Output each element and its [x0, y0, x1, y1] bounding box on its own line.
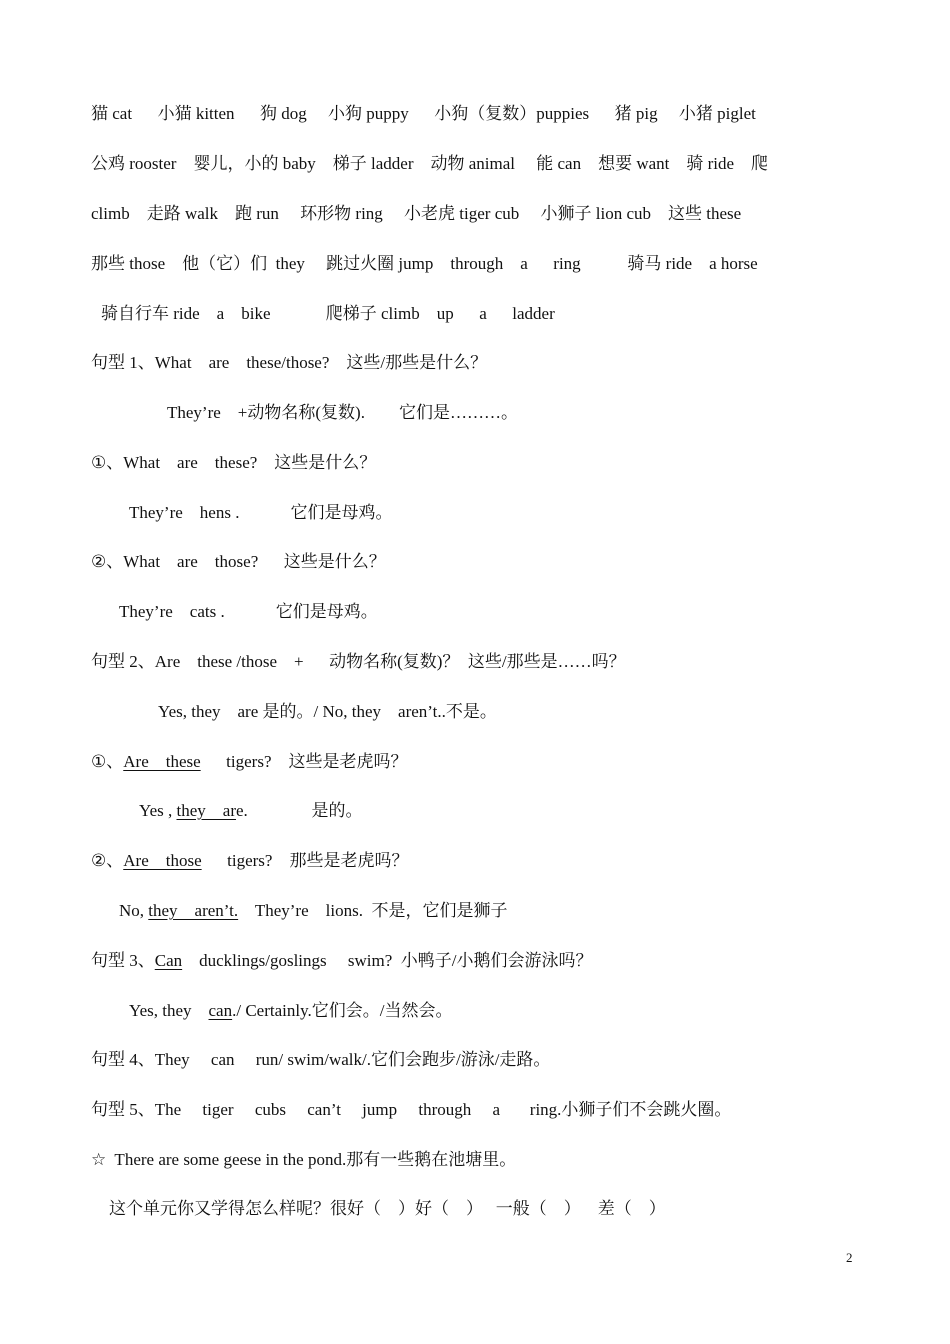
pattern-2-example-1-answer-underlined: they ar [176, 801, 236, 820]
pattern-2-example-2-underlined: Are those [123, 851, 202, 870]
pattern-2-example-1-rest: tigers? 这些是老虎吗？ [200, 752, 408, 771]
vocab-line-4: 那些 those 他（它）们 they 跳过火圈 jump through a ring 骑马 ride a horse [91, 254, 758, 273]
vocab-line-3: climb 走路 walk 跑 run 环形物 ring 小老虎 tiger cub 小狮子 lion cub 这些 these [91, 204, 742, 223]
pattern-1-example-1-question: ①、What are these? 这些是什么？ [91, 453, 377, 472]
pattern-3-answer-underlined: can [208, 1001, 233, 1020]
pattern-3-answer [129, 999, 868, 1023]
pattern-2-example-2-question [91, 849, 868, 873]
pattern-2-example-1-question [91, 750, 868, 774]
pattern-2-formula: Yes, they are 是的。/ No, they aren’t..不是。 [158, 702, 497, 721]
pattern-3-question [91, 949, 868, 973]
pattern-3-answer-end: ./ Certainly.它们会。/当然会。 [232, 1001, 453, 1020]
pattern-2-example-2-answer [119, 899, 868, 923]
pattern-1-formula: They’re +动物名称(复数). 它们是………。 [167, 403, 518, 422]
pattern-2-example-2-answer-end: They’re lions. 不是，它们是狮子 [238, 901, 508, 920]
pattern-2-example-2-answer-start: No, [119, 901, 149, 920]
pattern-3-underlined: Can [154, 951, 183, 970]
pattern-5: 句型 5、The tiger cubs can’t jump through a ring.小狮子们不会跳火圈。 [91, 1100, 732, 1119]
page-number: 2 [846, 1250, 853, 1265]
pattern-2-example-2-rest: tigers? 那些是老虎吗？ [201, 851, 409, 870]
vocab-line-2: 公鸡 rooster 婴儿，小的 baby 梯子 ladder 动物 animal 能 can 想要 want 骑 ride 爬 [91, 154, 769, 173]
pattern-2-example-1-number: ①、 [91, 752, 124, 771]
star-sentence: ☆ There are some geese in the pond.那有一些鹅在池塘里。 [91, 1150, 517, 1169]
pattern-1-example-1-answer: They’re hens . 它们是母鸡。 [129, 503, 393, 522]
pattern-3-rest: ducklings/goslings swim? 小鸭子/小鹅们会游泳吗？ [182, 951, 593, 970]
pattern-1-example-2-answer: They’re cats . 它们是母鸡。 [119, 602, 378, 621]
self-assessment: 这个单元你又学得怎么样呢？很好（ ）好（ ） 一般（ ） 差（ ） [109, 1199, 666, 1218]
pattern-2-example-1-underlined: Are these [123, 752, 201, 771]
pattern-2-example-2-number: ②、 [91, 851, 124, 870]
pattern-4: 句型 4、They can run/ swim/walk/.它们会跑步/游泳/走路。 [91, 1050, 551, 1069]
pattern-1-example-2-question: ②、What are those? 这些是什么？ [91, 552, 386, 571]
pattern-2-header: 句型 2、Are these /those + 动物名称(复数)？ 这些/那些是……吗？ [91, 652, 626, 671]
pattern-3-answer-start: Yes, they [129, 1001, 209, 1020]
pattern-2-example-1-answer [139, 799, 868, 823]
pattern-1-header: 句型 1、What are these/those? 这些/那些是什么？ [91, 353, 488, 372]
vocab-line-5: 骑自行车 ride a bike 爬梯子 climb up a ladder [101, 304, 555, 323]
pattern-3-label: 句型 3、 [91, 951, 155, 970]
vocab-line-1: 猫 cat 小猫 kitten 狗 dog 小狗 puppy 小狗（复数）puppies 猪 pig 小猪 piglet [91, 104, 756, 123]
pattern-2-example-1-answer-start: Yes , [139, 801, 177, 820]
pattern-2-example-2-answer-underlined: they aren’t. [148, 901, 239, 920]
pattern-2-example-1-answer-end: e. 是的。 [235, 801, 363, 820]
